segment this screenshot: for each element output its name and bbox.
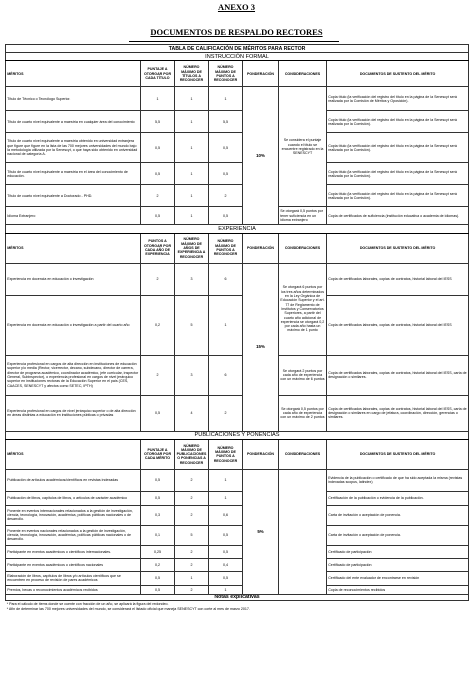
section-publications: PUBLICACIONES Y PONENCIAS <box>6 431 469 439</box>
table-title: TABLA DE CALIFICACIÓN DE MÉRITOS PARA RECTOR <box>6 45 469 53</box>
points-cell: 0,5 <box>141 585 175 594</box>
document-cell: Certificación de la publicación o evidencia de la publicación. <box>327 491 469 505</box>
weight-cell: 5% <box>243 469 279 594</box>
merit-cell: Título de Técnico o Tecnólogo Superior. <box>6 87 141 111</box>
consideration-cell: Se otorgará 0,5 puntos por cada año de experiencia con un máximo de 2 puntos <box>279 395 327 431</box>
table-row <box>6 163 469 185</box>
count-cell: 2 <box>175 505 209 525</box>
max-cell: 0,5 <box>209 207 243 225</box>
consideration-cell <box>279 469 327 594</box>
points-cell: 2 <box>141 355 175 395</box>
document-cell: Copia título (la verificación del registro del título en la página de la Senescyt será realizada por la Comisión). <box>327 185 469 207</box>
table-row <box>6 469 469 491</box>
merit-cell: Título de cuarto nivel equivalente a Doctorado - PHD. <box>6 185 141 207</box>
table-row <box>6 207 469 225</box>
table-row <box>6 558 469 571</box>
document-subtitle: DOCUMENTOS DE RESPALDO RECTORES <box>150 27 323 37</box>
merits-table <box>5 44 469 612</box>
document-cell: Copia de certificados laborales, copias de contratos, historial laboral del IESS, carta de designación o similares. <box>327 355 469 395</box>
points-cell: 0,5 <box>141 571 175 585</box>
merit-cell: Premios, becas o reconocimientos académicos recibidos <box>6 585 141 594</box>
section-formal: INSTRUCCIÓN FORMAL <box>6 53 469 61</box>
formal-header-row <box>6 61 469 87</box>
points-cell: 0,2 <box>141 558 175 571</box>
column-header: NÚMERO MÁXIMO DE PUNTOS A RECONOCER <box>209 61 243 87</box>
merit-cell: Publicación de artículos académicos/científicos en revistas indexadas <box>6 469 141 491</box>
document-cell: Copia de certificados laborales, copias de contratos, historial laboral del IESS <box>327 263 469 295</box>
document-cell: Copia de reconocimientos recibidos <box>327 585 469 594</box>
points-cell: 0,2 <box>141 295 175 355</box>
note-item: * Para el cálculo de ítems donde se cuente con fracción de un año, se aplicará la figura del redondeo. <box>6 601 169 606</box>
consideration-cell: Se otorgará 2 puntos por cada año de experiencia con un máximo de 6 puntos <box>279 355 327 395</box>
count-cell: 1 <box>175 185 209 207</box>
column-header: NÚMERO MÁXIMO DE PUBLICACIONES O PONENCIAS A RECONOCER <box>175 439 209 469</box>
max-cell: 1 <box>209 491 243 505</box>
document-cell: Copia título (la verificación del registro del título en la página de la Senescyt será realizada por la Comisión). <box>327 163 469 185</box>
points-cell: 0,3 <box>141 505 175 525</box>
max-cell: 5,5 <box>209 111 243 133</box>
merit-cell: Título de cuarto nivel equivalente a maestría obtenido en universidad extranjera que figure que figure en la lista de las 700 mejores universidades del mundo bajo la metodología utilizada por la Senescyt, o que haya sido obtenido en universidad nacional de categoría A. <box>6 133 141 163</box>
document-cell: Carta de invitación o aceptación de ponencia. <box>327 525 469 545</box>
count-cell: 1 <box>175 207 209 225</box>
column-header: NÚMERO MÁXIMO DE TÍTULOS A RECONOCER <box>175 61 209 87</box>
table-row <box>6 263 469 295</box>
max-cell: 1 <box>209 87 243 111</box>
section-experience: EXPERIENCIA <box>6 225 469 233</box>
column-header: PUNTAJE A OTORGAR POR CADA MÉRITO <box>141 439 175 469</box>
table-row <box>6 111 469 133</box>
count-cell: 1 <box>175 87 209 111</box>
document-cell: Copia de certificados laborales, copias de contratos, historial laboral del IESS, carta de designación o similares en cargo de jefatura, coordinación, dirección, gerencias o similares. <box>327 395 469 431</box>
document-cell: Copia de certificados laborales, copias de contratos, historial laboral del IESS <box>327 295 469 355</box>
table-row <box>6 585 469 594</box>
table-row <box>6 525 469 545</box>
merit-cell: Experiencia profesional en cargos de nivel jerárquico superior o de alta dirección en áreas distintas a educación en instituciones públicas o privadas <box>6 395 141 431</box>
table-row <box>6 295 469 355</box>
column-header: MÉRITOS <box>6 439 141 469</box>
count-cell: 2 <box>175 585 209 594</box>
merit-cell: Idioma Extranjero <box>6 207 141 225</box>
column-header: PUNTAJE A OTORGAR POR CADA TÍTULO <box>141 61 175 87</box>
max-cell: 6 <box>209 355 243 395</box>
column-header: PUNTOS A OTORGAR POR CADA AÑO DE EXPERIENCIA <box>141 233 175 263</box>
table-row <box>6 395 469 431</box>
max-cell: 0,5 <box>209 571 243 585</box>
document-cell: Certificado de participación <box>327 545 469 558</box>
merit-cell: Experiencia en docencia en educación o investigación <box>6 263 141 295</box>
document-cell: Copia título (la verificación del registro del título en la página de la Senescyt será realizada por la Comisión de Méritos y Oposición). <box>327 87 469 111</box>
column-header: MÉRITOS <box>6 61 141 87</box>
column-header: DOCUMENTOS DE SUSTENTO DEL MÉRITO <box>327 439 469 469</box>
merit-cell: Título de cuarto nivel equivalente a maestría en cualquier área del conocimiento <box>6 111 141 133</box>
publications-header-row <box>6 439 469 469</box>
document-cell: Certificado del ente evaluador de encontrarse en revisión <box>327 571 469 585</box>
points-cell: 0,5 <box>141 491 175 505</box>
points-cell: 0,5 <box>141 395 175 431</box>
column-header: PONDERACIÓN <box>243 439 279 469</box>
points-cell: 5,5 <box>141 111 175 133</box>
table-row <box>6 491 469 505</box>
column-header: NÚMERO MÁXIMO DE PUNTOS A RECONOCER <box>209 439 243 469</box>
column-header: DOCUMENTOS DE SUSTENTO DEL MÉRITO <box>327 233 469 263</box>
count-cell: 2 <box>175 469 209 491</box>
points-cell: 0,25 <box>141 545 175 558</box>
column-header: MÉRITOS <box>6 233 141 263</box>
points-cell: 0,5 <box>141 207 175 225</box>
document-cell: Certificado de participación <box>327 558 469 571</box>
document-cell: Copia título (la verificación del registro del título en la página de la Senescyt será realizada por la Comisión). <box>327 111 469 133</box>
max-cell: 6 <box>209 263 243 295</box>
column-header: CONSIDERACIONES <box>279 61 327 87</box>
merit-cell: Participante en eventos académicos o científicos nacionales <box>6 558 141 571</box>
column-header: CONSIDERACIONES <box>279 439 327 469</box>
column-header: PONDERACIÓN <box>243 61 279 87</box>
points-cell: 2 <box>141 185 175 207</box>
max-cell: 2 <box>209 395 243 431</box>
merit-cell: Elaboración de libros, capítulos de libros y/o artículos científicos que se encuentren en proceso de revisión de pares académicos <box>6 571 141 585</box>
points-cell: 0,5 <box>141 133 175 163</box>
merit-cell: Ponente en eventos nacionales relacionados a la gestión de investigación, ciencia, tecnología, innovación, académica, políticas públicas nacionales o de desarrollo. <box>6 525 141 545</box>
points-cell: 2 <box>141 263 175 295</box>
count-cell: 1 <box>175 571 209 585</box>
column-header: CONSIDERACIONES <box>279 233 327 263</box>
count-cell: 2 <box>175 545 209 558</box>
note-item: * Afin de determinar las 700 mejores universidades del mundo, se considerará el listado oficial que maneja SENESCYT con corte al mes de marzo 2017. <box>6 607 250 612</box>
table-row <box>6 185 469 207</box>
points-cell: 1 <box>141 87 175 111</box>
column-header: DOCUMENTOS DE SUSTENTO DEL MÉRITO <box>327 61 469 87</box>
table-row <box>6 355 469 395</box>
count-cell: 4 <box>175 395 209 431</box>
max-cell: 1 <box>209 585 243 594</box>
column-header: PONDERACIÓN <box>243 233 279 263</box>
count-cell: 5 <box>175 295 209 355</box>
count-cell: 2 <box>175 491 209 505</box>
document-cell: Copia título (la verificación del registro del título en la página de la Senescyt será realizada por la Comisión). <box>327 133 469 163</box>
merit-cell: Publicación de libros, capítulos de libros, o artículos de carácter académico <box>6 491 141 505</box>
count-cell: 5 <box>175 525 209 545</box>
document-cell: Copia de certificados de suficiencia (institución educativa o academia de idiomas). <box>327 207 469 225</box>
title-rule <box>129 41 339 42</box>
merit-cell: Experiencia profesional en cargos de alta dirección en instituciones de educación superior y/o media (Rector, vicerrector, decano, subdecano, director de carrera, director de programa académico, coordinador académico, jefe curricular, inspector General, Subinspector), o experiencia profesional en cargos de nivel jerárquico superior en instituciones rectoras de la Educación Superior en el país (CES, CAACES, SENESCYT y afectos como SETEC, IPTH) <box>6 355 141 395</box>
points-cell: 0,5 <box>141 469 175 491</box>
merit-cell: Experiencia en docencia en educación o investigación a partir del cuarto año <box>6 295 141 355</box>
experience-header-row <box>6 233 469 263</box>
max-cell: 0,6 <box>209 505 243 525</box>
column-header: NÚMERO MÁXIMO DE PUNTOS A RECONOCER <box>209 233 243 263</box>
consideration-cell: Se considera el puntaje cuando el título se encuentre registrado en la SENESCYT <box>279 87 327 207</box>
points-cell: 0,1 <box>141 525 175 545</box>
max-cell: 2 <box>209 185 243 207</box>
count-cell: 1 <box>175 111 209 133</box>
merit-cell: Ponente en eventos internacionales relacionados a la gestión de investigación, ciencia, tecnología, innovación, académica, políticas públicas nacionales o de desarrollo. <box>6 505 141 525</box>
max-cell: 1 <box>209 469 243 491</box>
merit-cell: Participante en eventos académicos o científicos internacionales. <box>6 545 141 558</box>
count-cell: 3 <box>175 263 209 295</box>
consideration-cell: Se otorgará 6 puntos por los tres años determinados en la Ley Orgánica de Educación Superior y el art. 77 de Reglamento de Institutos y Conservatorios Superiores, a partir del cuarto año adicional de experiencia se otorgará 0,2 por cada año hasta un máximo de 1 punto <box>279 263 327 355</box>
max-cell: 1 <box>209 295 243 355</box>
max-cell: 0,5 <box>209 525 243 545</box>
column-header: NÚMERO MÁXIMO DE AÑOS DE EXPERIENCIA A RECONOCER <box>175 233 209 263</box>
weight-cell: 15% <box>243 263 279 431</box>
notes-title: Notas explicativas <box>6 594 469 600</box>
table-row <box>6 133 469 163</box>
annex-title: ANEXO 3 <box>217 2 256 12</box>
max-cell: 0,4 <box>209 558 243 571</box>
document-cell: Carta de invitación o aceptación de ponencia. <box>327 505 469 525</box>
table-row <box>6 571 469 585</box>
consideration-cell: Se otorgará 0,5 puntos por tener suficiencia en un idioma extranjero <box>279 207 327 225</box>
max-cell: 0,5 <box>209 133 243 163</box>
max-cell: 0,5 <box>209 163 243 185</box>
weight-cell: 10% <box>243 87 279 225</box>
table-row <box>6 87 469 111</box>
table-row <box>6 545 469 558</box>
max-cell: 0,5 <box>209 545 243 558</box>
merit-cell: Título de cuarto nivel equivalente a maestría en el área del conocimiento de educación. <box>6 163 141 185</box>
table-row <box>6 505 469 525</box>
count-cell: 2 <box>175 558 209 571</box>
points-cell: 0,5 <box>141 163 175 185</box>
count-cell: 1 <box>175 133 209 163</box>
count-cell: 3 <box>175 355 209 395</box>
document-cell: Evidencia de la publicación o certificado de que ha sido aceptada la misma (revistas indexadas scopus, latindex) <box>327 469 469 491</box>
count-cell: 1 <box>175 163 209 185</box>
